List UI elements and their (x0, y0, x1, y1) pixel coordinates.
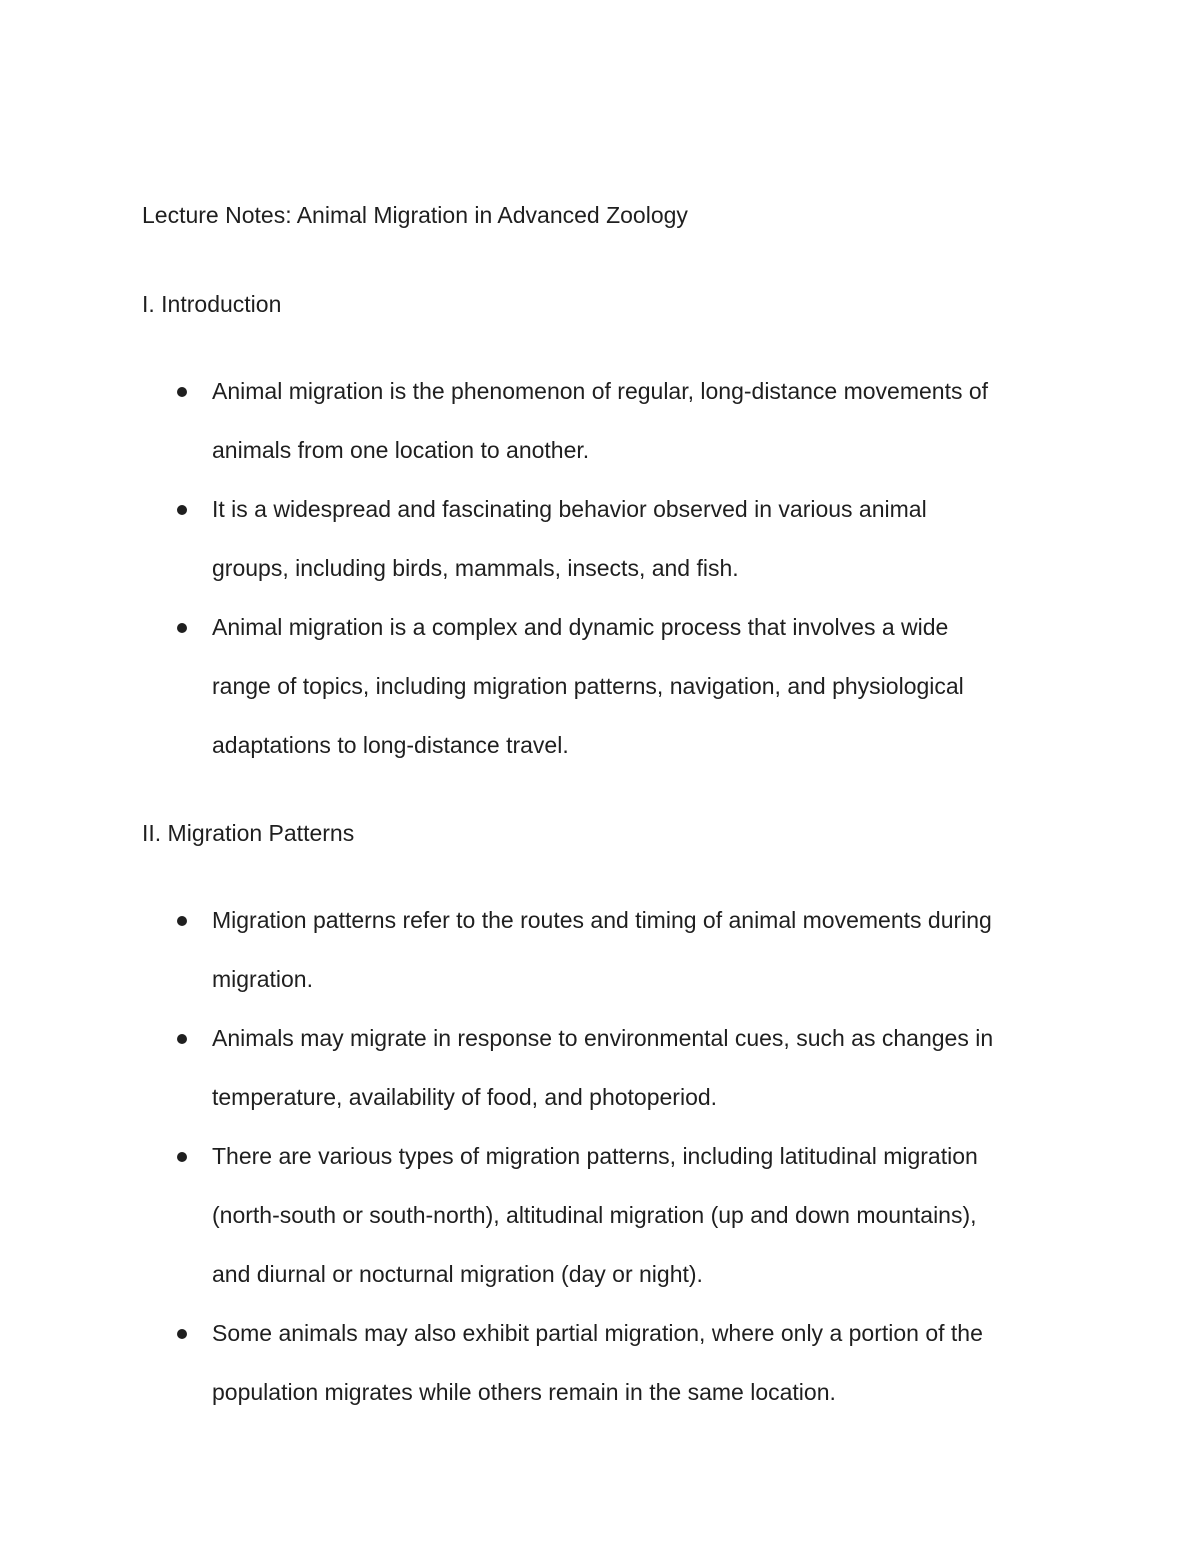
bullet-text-line: migration. (212, 966, 313, 992)
migration-patterns-bullet-list (0, 891, 1200, 1422)
bullet-text-line: population migrates while others remain in the same location. (212, 1379, 836, 1405)
bullet-text-line: temperature, availability of food, and photoperiod. (212, 1084, 718, 1110)
bullet-icon (177, 1034, 187, 1044)
list-item (0, 1304, 1200, 1422)
list-item (0, 891, 1200, 1009)
bullet-text-line: and diurnal or nocturnal migration (day or night). (212, 1261, 703, 1287)
bullet-icon (177, 916, 187, 926)
bullet-text-line: It is a widespread and fascinating behavior observed in various animal (212, 496, 927, 522)
bullet-icon (177, 1329, 187, 1339)
bullet-icon (177, 623, 187, 633)
list-item (0, 1127, 1200, 1304)
bullet-text-line: adaptations to long-distance travel. (212, 732, 569, 758)
bullet-text-line: animals from one location to another. (212, 437, 590, 463)
list-item (0, 598, 1200, 775)
document-title: Lecture Notes: Animal Migration in Advanced Zoology (142, 202, 688, 228)
section-heading-introduction: I. Introduction (142, 291, 282, 317)
list-item (0, 480, 1200, 598)
bullet-icon (177, 387, 187, 397)
bullet-text-line: Animal migration is a complex and dynamic process that involves a wide (212, 614, 949, 640)
bullet-icon (177, 505, 187, 515)
bullet-text-line: (north-south or south-north), altitudinal migration (up and down mountains), (212, 1202, 977, 1228)
bullet-text-line: Animal migration is the phenomenon of regular, long-distance movements of (212, 378, 989, 404)
bullet-text-line: Migration patterns refer to the routes and timing of animal movements during (212, 907, 992, 933)
list-item (0, 1009, 1200, 1127)
introduction-bullet-list (0, 362, 1200, 775)
bullet-text-line: There are various types of migration patterns, including latitudinal migration (212, 1143, 978, 1169)
bullet-icon (177, 1152, 187, 1162)
list-item (0, 362, 1200, 480)
section-heading-migration-patterns: II. Migration Patterns (142, 820, 355, 846)
bullet-text-line: groups, including birds, mammals, insects, and fish. (212, 555, 739, 581)
bullet-text-line: Animals may migrate in response to environmental cues, such as changes in (212, 1025, 994, 1051)
bullet-text-line: Some animals may also exhibit partial migration, where only a portion of the (212, 1320, 983, 1346)
bullet-text-line: range of topics, including migration patterns, navigation, and physiological (212, 673, 964, 699)
